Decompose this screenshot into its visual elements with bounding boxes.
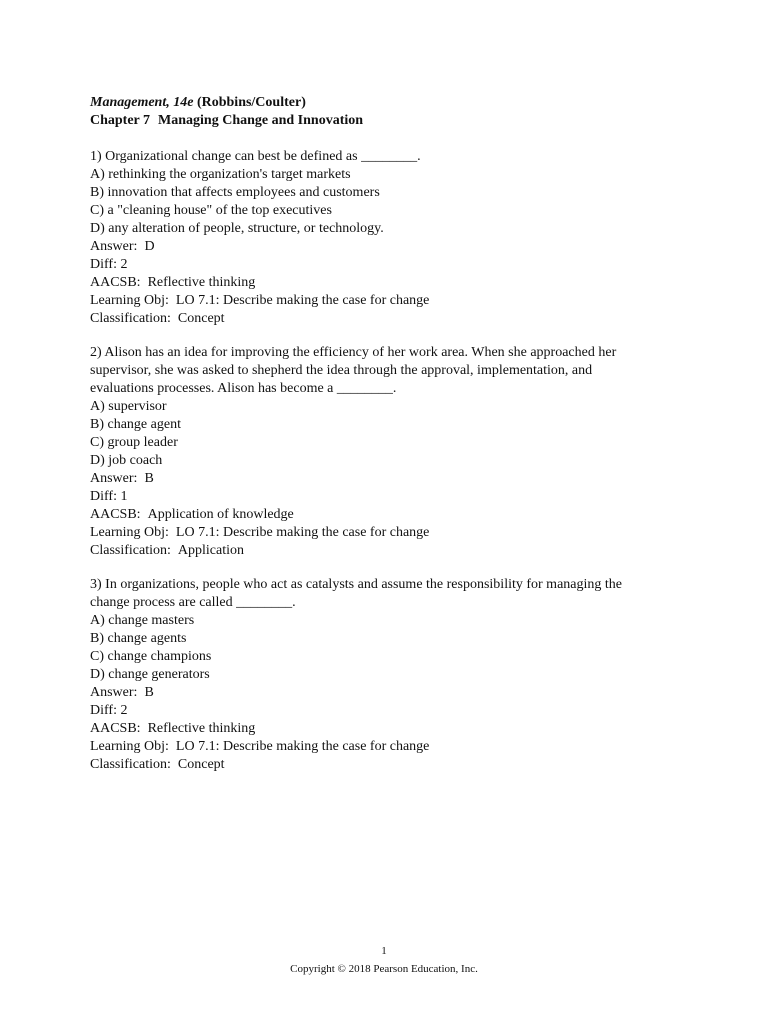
book-title: Management, 14e bbox=[90, 95, 194, 110]
book-title-line bbox=[90, 94, 363, 112]
aacsb-label: AACSB: bbox=[90, 275, 141, 290]
classification-line bbox=[90, 542, 690, 560]
question-2 bbox=[90, 344, 690, 560]
answer-value: D bbox=[144, 239, 155, 254]
answer-label: Answer: bbox=[90, 685, 138, 700]
question-1 bbox=[90, 148, 690, 328]
option-a: A) rethinking the organization's target markets bbox=[90, 167, 351, 182]
aacsb-label: AACSB: bbox=[90, 507, 141, 522]
aacsb-line bbox=[90, 506, 690, 524]
page-number: 1 bbox=[381, 945, 387, 957]
question-stem: 3) In organizations, people who act as catalysts and assume the responsibility for managing the bbox=[90, 577, 622, 592]
aacsb-value: Reflective thinking bbox=[147, 275, 256, 290]
classification-value: Application bbox=[177, 543, 244, 558]
learning-objective-line bbox=[90, 738, 690, 756]
book-authors: (Robbins/Coulter) bbox=[196, 95, 306, 110]
classification-label: Classification: bbox=[90, 311, 171, 326]
classification-label: Classification: bbox=[90, 757, 171, 772]
option-d: D) change generators bbox=[90, 667, 210, 682]
difficulty-line: Diff: 2 bbox=[90, 703, 128, 718]
option-b: B) change agents bbox=[90, 631, 187, 646]
learning-objective-label: Learning Obj: bbox=[90, 293, 169, 308]
difficulty-line: Diff: 2 bbox=[90, 257, 128, 272]
question-3 bbox=[90, 576, 690, 774]
difficulty-line: Diff: 1 bbox=[90, 489, 128, 504]
answer-label: Answer: bbox=[90, 471, 138, 486]
learning-objective-line bbox=[90, 524, 690, 542]
classification-line bbox=[90, 756, 690, 774]
document-header bbox=[90, 94, 363, 130]
option-c: C) change champions bbox=[90, 649, 212, 664]
answer-line bbox=[90, 684, 690, 702]
learning-objective-value: LO 7.1: Describe making the case for change bbox=[175, 293, 430, 308]
answer-line bbox=[90, 470, 690, 488]
option-b: B) change agent bbox=[90, 417, 181, 432]
aacsb-value: Reflective thinking bbox=[147, 721, 256, 736]
copyright-notice: Copyright © 2018 Pearson Education, Inc. bbox=[290, 963, 478, 975]
aacsb-line bbox=[90, 720, 690, 738]
learning-objective-value: LO 7.1: Describe making the case for change bbox=[175, 525, 430, 540]
chapter-title: Managing Change and Innovation bbox=[158, 113, 364, 128]
option-b: B) innovation that affects employees and customers bbox=[90, 185, 380, 200]
option-d: D) any alteration of people, structure, or technology. bbox=[90, 221, 384, 236]
chapter-heading bbox=[90, 112, 363, 130]
learning-objective-label: Learning Obj: bbox=[90, 739, 169, 754]
classification-value: Concept bbox=[177, 757, 225, 772]
classification-line bbox=[90, 310, 690, 328]
option-a: A) supervisor bbox=[90, 399, 167, 414]
learning-objective-label: Learning Obj: bbox=[90, 525, 169, 540]
classification-label: Classification: bbox=[90, 543, 171, 558]
answer-label: Answer: bbox=[90, 239, 138, 254]
question-stem: evaluations processes. Alison has become a ________. bbox=[90, 381, 397, 396]
answer-value: B bbox=[144, 471, 154, 486]
aacsb-value: Application of knowledge bbox=[147, 507, 294, 522]
option-c: C) group leader bbox=[90, 435, 178, 450]
option-c: C) a "cleaning house" of the top executives bbox=[90, 203, 332, 218]
learning-objective-line bbox=[90, 292, 690, 310]
answer-value: B bbox=[144, 685, 154, 700]
question-stem: 2) Alison has an idea for improving the efficiency of her work area. When she approached her bbox=[90, 345, 617, 360]
option-a: A) change masters bbox=[90, 613, 195, 628]
aacsb-line bbox=[90, 274, 690, 292]
aacsb-label: AACSB: bbox=[90, 721, 141, 736]
question-stem: change process are called ________. bbox=[90, 595, 296, 610]
learning-objective-value: LO 7.1: Describe making the case for change bbox=[175, 739, 430, 754]
classification-value: Concept bbox=[177, 311, 225, 326]
question-stem: supervisor, she was asked to shepherd the idea through the approval, implementation, and bbox=[90, 363, 593, 378]
chapter-label: Chapter 7 bbox=[90, 113, 151, 128]
option-d: D) job coach bbox=[90, 453, 163, 468]
answer-line bbox=[90, 238, 690, 256]
question-stem: 1) Organizational change can best be defined as ________. bbox=[90, 149, 421, 164]
